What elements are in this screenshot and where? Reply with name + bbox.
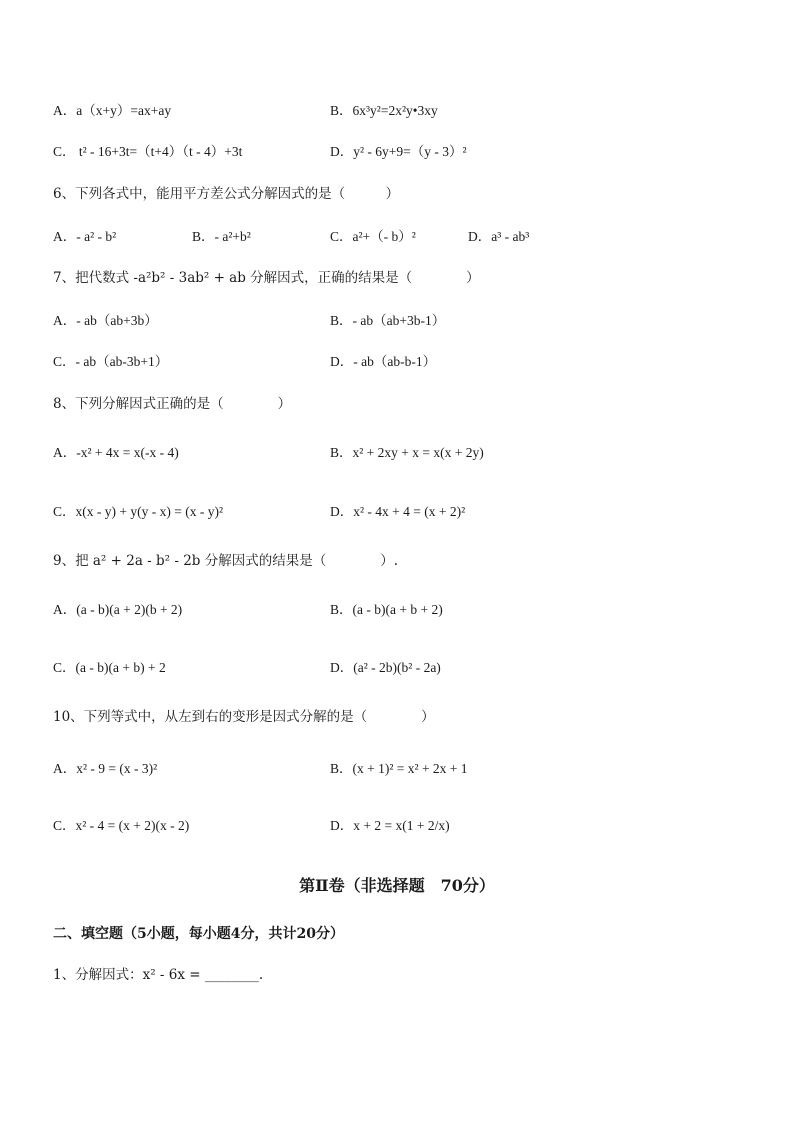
q5-option-a: A．a（x+y）=ax+ay [53,103,172,118]
q5-option-d: D．y² - 6y+9=（y - 3）² [330,144,467,159]
q10-stem: 10、下列等式中，从左到右的变形是因式分解的是（ ） [53,709,435,725]
q8-option-c: C．x(x - y) + y(y - x) = (x - y)² [53,504,223,519]
q9-option-b: B．(a - b)(a + b + 2) [330,602,443,617]
q7-option-a: A．- ab（ab+3b） [53,313,158,328]
q6-option-c: C．a²+（- b）² [330,229,416,244]
part2-title: 第Ⅱ卷（非选择题 70分） [299,876,495,895]
fill-question-1: 1、分解因式：x² - 6x = ________. [53,967,264,983]
q5-option-b: B．6x³y²=2x²y•3xy [330,103,438,118]
q9-option-d: D．(a² - 2b)(b² - 2a) [330,660,441,675]
q8-option-b: B．x² + 2xy + x = x(x + 2y) [330,445,484,460]
q9-stem: 9、把 a² + 2a - b² - 2b 分解因式的结果是（ ）. [53,553,399,569]
q6-option-d: D．a³ - ab³ [468,229,530,244]
q7-option-c: C．- ab（ab-3b+1） [53,354,169,369]
q6-option-a: A．- a² - b² [53,229,117,244]
q10-option-d: D．x + 2 = x(1 + 2/x) [330,818,450,833]
q8-option-d: D．x² - 4x + 4 = (x + 2)² [330,504,466,519]
section2-title: 二、填空题（5小题，每小题4分，共计20分） [53,926,344,942]
q5-option-c: C． t² - 16+3t=（t+4）（t - 4）+3t [53,144,243,159]
q10-option-c: C．x² - 4 = (x + 2)(x - 2) [53,818,190,833]
q8-option-a: A．-x² + 4x = x(-x - 4) [53,445,179,460]
q10-option-b: B．(x + 1)² = x² + 2x + 1 [330,761,468,776]
q7-option-d: D．- ab（ab-b-1） [330,354,437,369]
q7-option-b: B．- ab（ab+3b-1） [330,313,446,328]
q9-option-c: C．(a - b)(a + b) + 2 [53,660,166,675]
q10-option-a: A．x² - 9 = (x - 3)² [53,761,158,776]
q9-option-a: A．(a - b)(a + 2)(b + 2) [53,602,183,617]
q8-stem: 8、下列分解因式正确的是（ ） [53,396,292,412]
q6-stem: 6、下列各式中，能用平方差公式分解因式的是（ ） [53,186,400,202]
q7-stem: 7、把代数式 -a²b² - 3ab² + ab 分解因式，正确的结果是（ ） [53,270,480,286]
q6-option-b: B．- a²+b² [192,229,251,244]
